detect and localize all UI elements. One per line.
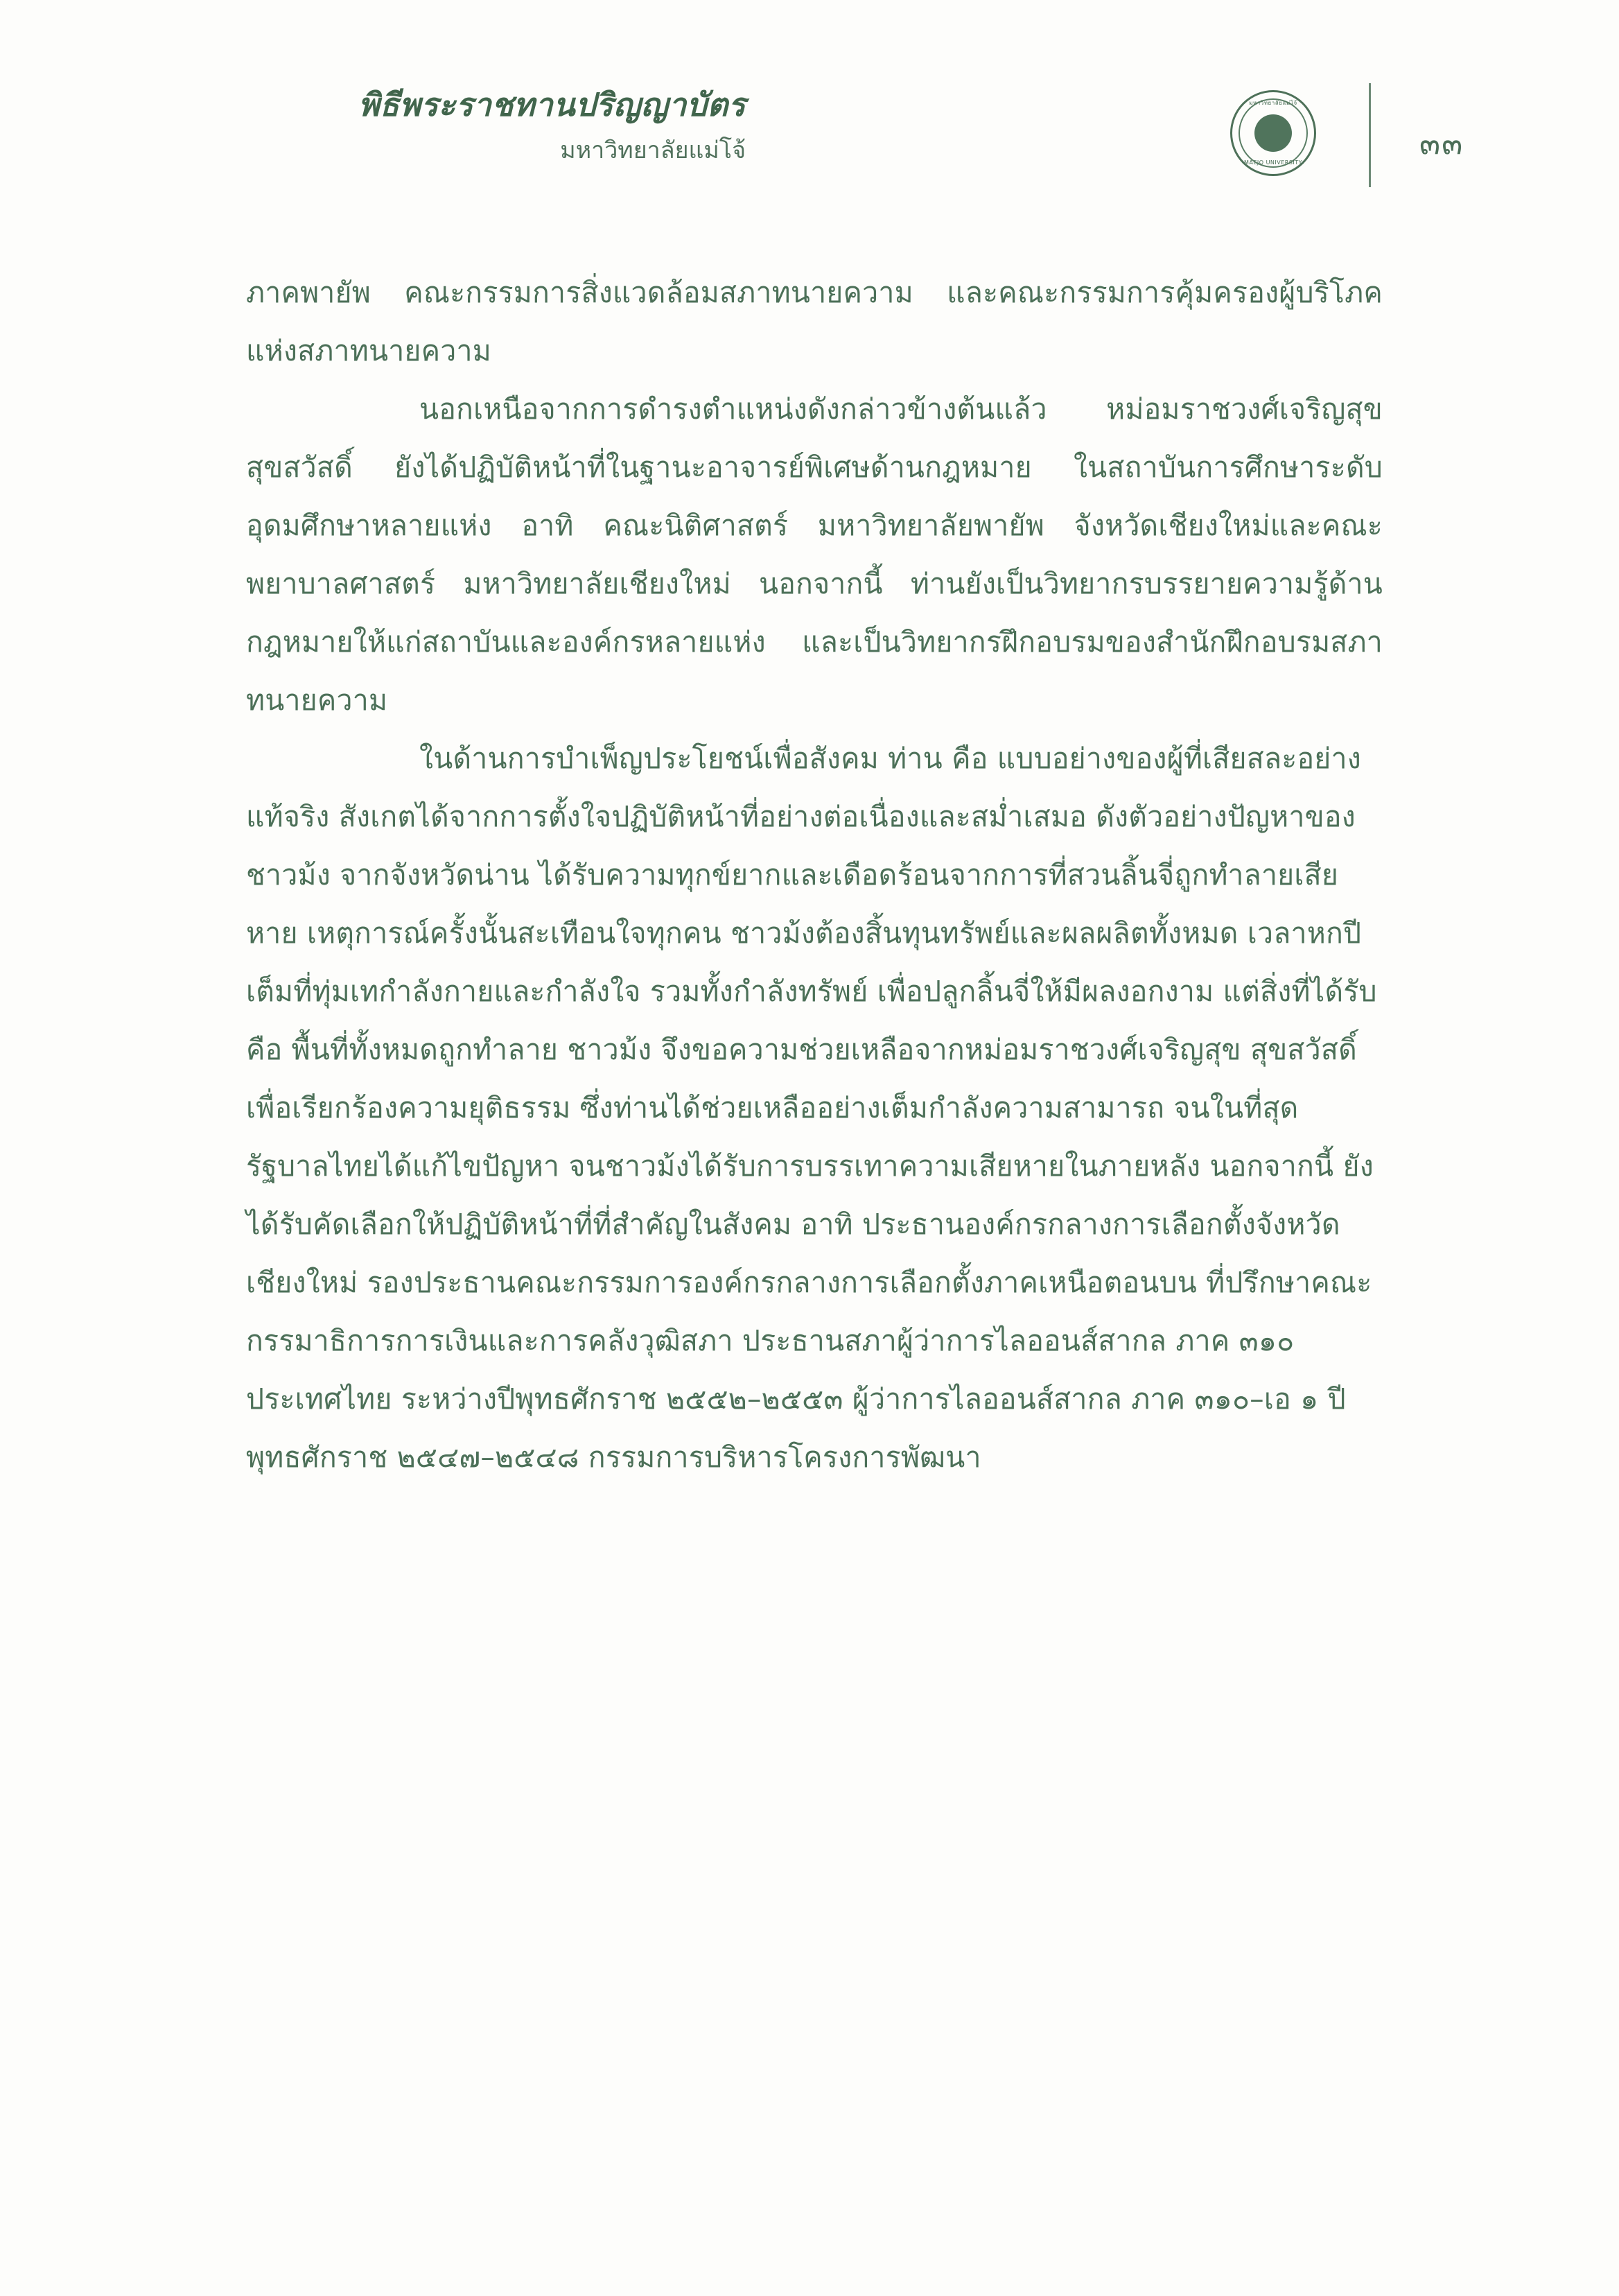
seal-top-text: มหาวิทยาลัยแม่โจ้	[1249, 100, 1297, 106]
seal-bottom-text: MAEJO UNIVERSITY	[1243, 159, 1303, 166]
header-divider	[1369, 83, 1371, 187]
paragraph-1: ภาคพายัพ คณะกรรมการสิ่งแวดล้อมสภาทนายความ และคณะกรรมการคุ้มครองผู้บริโภคแห่งสภาทนายความ	[246, 276, 1383, 367]
page-header	[0, 83, 1619, 215]
university-seal-icon	[1230, 90, 1316, 176]
page-number: ๓๓	[1419, 126, 1464, 162]
paragraph-3: ในด้านการบำเพ็ญประโยชน์เพื่อสังคม ท่าน คือ แบบอย่างของผู้ที่เสียสละอย่างแท้จริง สังเกตได้จากการตั้งใจปฏิบัติหน้าที่อย่างต่อเนื่องและสม่ำเสมอ ดังตัวอย่างปัญหาของชาวม้ง จากจังหวัดน่าน ได้รับความทุกข์ยากและเดือดร้อนจากการที่สวนลิ้นจี่ถูกทำลายเสียหาย เหตุการณ์ครั้งนั้นสะเทือนใจทุกคน ชาวม้งต้องสิ้นทุนทรัพย์และผลผลิตทั้งหมด เวลาหกปีเต็มที่ทุ่มเทกำลังกายและกำลังใจ รวมทั้งกำลังทรัพย์ เพื่อปลูกลิ้นจี่ให้มีผลงอกงาม แต่สิ่งที่ได้รับ คือ พื้นที่ทั้งหมดถูกทำลาย ชาวม้ง จึงขอความช่วยเหลือจากหม่อมราชวงศ์เจริญสุข สุขสวัสดิ์ เพื่อเรียกร้องความยุติธรรม ซึ่งท่านได้ช่วยเหลืออย่างเต็มกำลังความสามารถ จนในที่สุด รัฐบาลไทยได้แก้ไขปัญหา จนชาวม้งได้รับการบรรเทาความเสียหายในภายหลัง นอกจากนี้ ยังได้รับคัดเลือกให้ปฏิบัติหน้าที่ที่สำคัญในสังคม อาทิ ประธานองค์กรกลางการเลือกตั้งจังหวัดเชียงใหม่ รองประธานคณะกรรมการองค์กรกลางการเลือกตั้งภาคเหนือตอนบน ที่ปรึกษาคณะกรรมาธิการการเงินและการคลังวุฒิสภา ประธานสภาผู้ว่าการไลออนส์สากล ภาค ๓๑๐ ประเทศไทย ระหว่างปีพุทธศักราช ๒๕๕๒–๒๕๕๓ ผู้ว่าการไลออนส์สากล ภาค ๓๑๐–เอ ๑ ปีพุทธศักราช ๒๕๔๗–๒๕๔๘ กรรมการบริหารโครงการพัฒนา	[246, 742, 1377, 1474]
ceremony-title: พิธีพระราชทานปริญญาบัตร	[358, 86, 746, 123]
header-text-block	[122, 83, 746, 168]
seal-inner-emblem	[1254, 114, 1292, 152]
paragraph-2: นอกเหนือจากการดำรงตำแหน่งดังกล่าวข้างต้นแล้ว หม่อมราชวงศ์เจริญสุข สุขสวัสดิ์ ยังได้ปฏิบัติหน้าที่ในฐานะอาจารย์พิเศษด้านกฎหมาย ในสถาบันการศึกษาระดับอุดมศึกษาหลายแห่ง อาทิ คณะนิติศาสตร์ มหาวิทยาลัยพายัพ จังหวัดเชียงใหม่และคณะพยาบาลศาสตร์ มหาวิทยาลัยเชียงใหม่ นอกจากนี้ ท่านยังเป็นวิทยากรบรรยายความรู้ด้านกฎหมายให้แก่สถาบันและองค์กรหลายแห่ง และเป็นวิทยากรฝึกอบรมของสำนักฝึกอบรมสภาทนายความ	[246, 392, 1383, 717]
document-body	[246, 263, 1383, 1486]
university-name: มหาวิทยาลัยแม่โจ้	[560, 137, 746, 165]
